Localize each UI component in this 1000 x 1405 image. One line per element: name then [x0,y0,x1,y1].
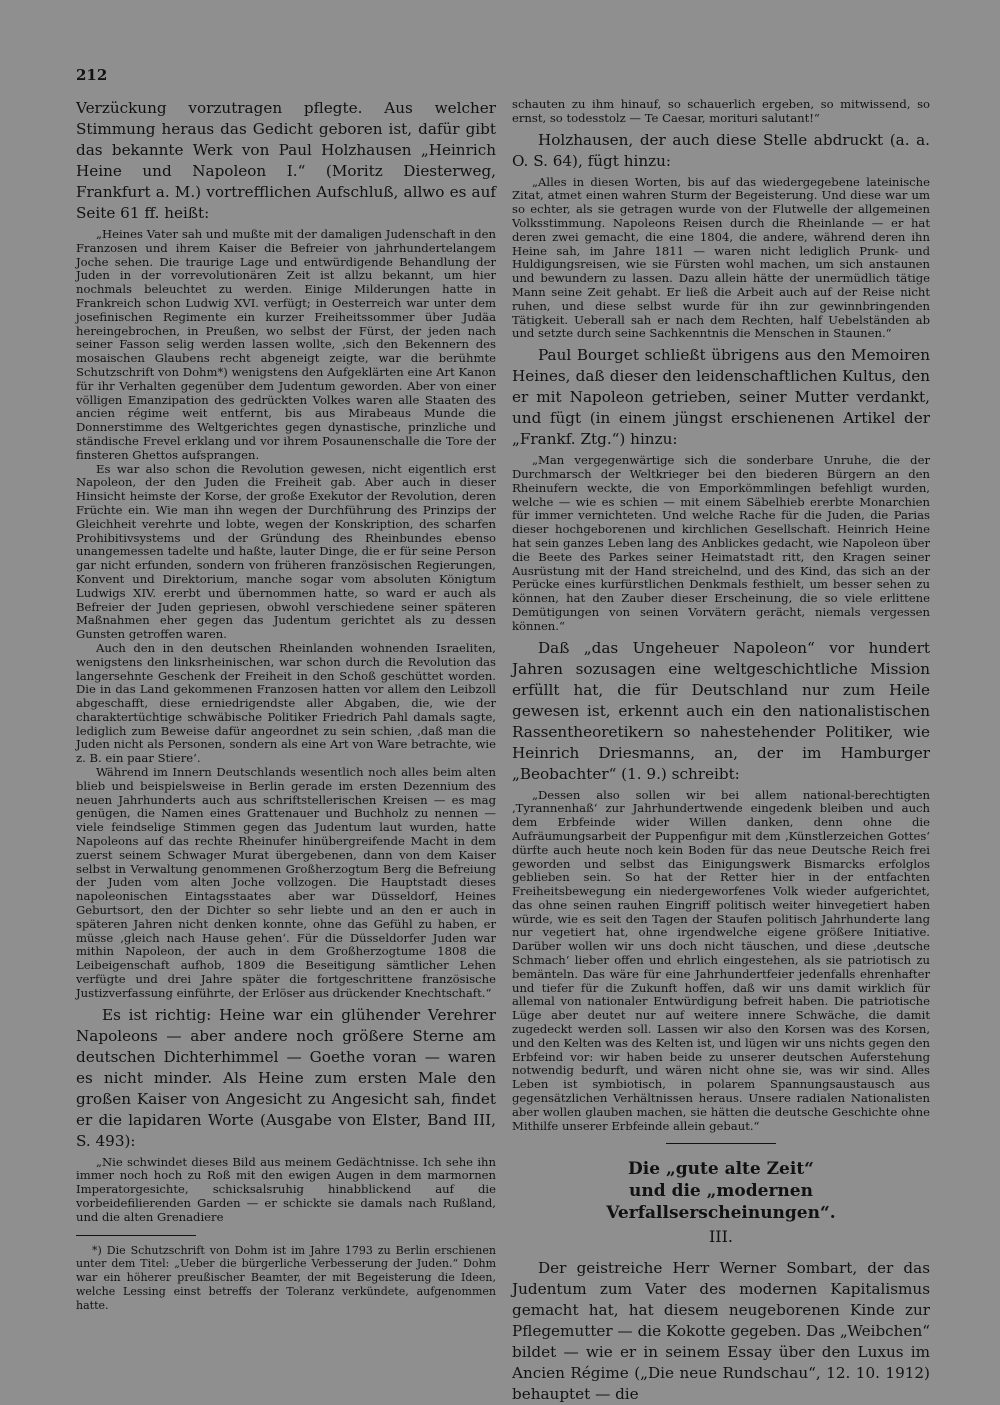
quote-paragraph: „Man vergegenwärtige sich die sonderbare Unruhe, die der Durchmarsch der Weltkrieger bei den biederen Bürgern an den Rheinufern weckte, die von Emporkömmlingen befehligt wurden, welche — wie es schien — mit einem Säbelhieb ererbte Monarchien für immer vernichteten. Und welche Rache für die Juden, die Parias dieser hochgeborenen und kirchlichen Gesellschaft. Heinrich Heine hat sein ganzes Leben lang des Anblickes gedacht, wie Napoleon über die Beete des Parkes seiner Heimatstadt ritt, den Kragen seiner Ausrüstung mit der Hand streichelnd, und des Kind, das sich an der Perücke eines kurfürstlichen Denkmals festhielt, um besser sehen zu können, hat den Zauber dieser Erscheinung, die so viele erlittene Demütigungen von seinen Vorvätern gerächt, niemals vergessen können.“ [512,453,930,633]
page-number: 212 [76,66,108,84]
quote-paragraph: „Dessen also sollen wir bei allem national-berechtigten ‚Tyrannenhaß‘ zur Jahrhundertwende eingedenk bleiben und auch dem Erbfeinde wider Willen danken, denn ohne die Aufräumungsarbeit der Puppenfigur mit dem ‚Künstlerzeichen Gottes‘ dürfte auch heute noch kein Boden für das neue Deutsche Reich frei geworden und selbst das Einigungswerk Bismarcks erfolglos geblieben sein. So hat der Retter hier in der entfachten Freiheitsbewegung ein niedergeworfenes Volk wieder aufgerichtet, das ohne seinen rauhen Eingriff politisch weiter hinvegetiert haben würde, wie es seit den Tagen der Staufen politisch Jahrhunderte lang nur vegetiert hat, ohne irgendwelche eigene größere Initiative. Darüber wollen wir uns doch nicht täuschen, und diese ‚deutsche Schmach‘ lieber offen und ehrlich eingestehen, als sie patriotisch zu bemänteln. Das wäre für eine Jahrhundertfeier jedenfalls ehrenhafter und tiefer für die Zukunft hoffen, daß wir uns damit wirklich für allemal von nationaler Entwürdigung befreit haben. Die patriotische Lüge aber deutet nur auf weitere innere Schwäche, die damit zugedeckt werden soll. Lassen wir also den Korsen was des Korsen, und den Kelten was des Kelten ist, und lügen wir uns nichts gegen den Erbfeind vor: wir haben beide zu unserer deutschen Auferstehung notwendig bedurft, und wären nicht ohne sie, was wir sind. Alles Leben ist symbiotisch, in polarem Spannungsaustausch aus gegensätzlichen Verhältnissen heraus. Unsere radialen Nationalisten aber wollen glauben machen, sie hätten die deutsche Geschichte ohne Mithilfe unserer Erbfeinde allein gebaut.“ [512,787,930,1133]
quote-paragraph: schauten zu ihm hinauf, so schauerlich ergeben, so mitwissend, so ernst, so todesstolz — Te Caesar, morituri salutant!“ [512,97,930,125]
section-title: Die „gute alte Zeit“ [628,1159,814,1180]
section-title-line2: und die „modernen Verfallserscheinungen“. [606,1181,836,1224]
quote-paragraph: Es war also schon die Revolution gewesen, nicht eigentlich erst Napoleon, der den Juden die Freiheit gab. Aber auch in dieser Hinsicht heimste der Korse, der große Exekutor der Revolution, deren Früchte ein. Wie man ihn wegen der Durchführung des Prinzips der Gleichheit verehrte und lobte, wegen der Konskription, des scharfen Prohibitivsystems und der Gründung des Rheinbundes ebenso unangemessen tadelte und haßte, lauter Dinge, die er für seine Person gar nicht erfunden, sondern von früheren französischen Regierungen, Konvent und Direktorium, manche sogar vom absoluten Königtum Ludwigs XIV. ererbt und übernommen hatte, so ward er auch als Befreier der Juden gepriesen, obwohl verschiedene seiner späteren Maßnahmen eher gegen das Judentum gerichtet als zu dessen Gunsten getroffen waren. [76,461,496,642]
quote-paragraph: Auch den in den deutschen Rheinlanden wohnenden Israeliten, wenigstens den linksrheinischen, war schon durch die Revolution das langersehnte Geschenk der Freiheit in den Schoß geschüttet worden. Die in das Land gekommenen Franzosen hatten vor allem den Leibzoll abgeschafft, diese erniedrigendste aller Abgaben, die, wie der charaktertüchtige schwäbische Politiker Friedrich Pahl damals sagte, lediglich zum Beweise dafür angeordnet zu sein schien, ‚daß man die Juden nicht als Personen, sondern als eine Art von Ware betrachte, wie z. B. ein paar Stiere‘. [76,640,496,766]
paragraph: Holzhausen, der auch diese Stelle abdruckt (a. a. O. S. 64), fügt hinzu: [512,130,930,170]
paragraph: Verzückung vorzutragen pflegte. Aus welcher Stimmung heraus das Gedicht geboren ist, dafür gibt das bekannte Werk von Paul Holzhausen „Heinrich Heine und Napoleon I.“ (Moritz Diesterweg, Frankfurt a. M.) vortrefflichen Aufschluß, allwo es auf Seite 61 ff. heißt: [76,99,496,222]
paragraph: Der geistreiche Herr Werner Sombart, der das Judentum zum Vater des modernen Kapitalismus gemacht hat, hat diesem neugeborenen Kinde zur Pflegemutter — die Kokotte gegeben. Das „Weibchen“ bildet — wie er in seinem Essay über den Luxus im Ancien Régime („Die neue Rundschau“, 12. 10. 1912) behauptet — die [512,1259,930,1404]
right-column [512,98,930,1405]
footnote-divider [76,1235,196,1236]
paragraph: Es ist richtig: Heine war ein glühender Verehrer Napoleons — aber andere noch größere Sterne am deutschen Dichterhimmel — Goethe voran — waren es nicht minder. Als Heine zum ersten Male den großen Kaiser von Angesicht zu Angesicht sah, findet er die lapidaren Worte (Ausgabe von Elster, Band III, S. 493): [76,1005,496,1150]
left-column [76,98,496,1313]
quote-paragraph: Während im Innern Deutschlands wesentlich noch alles beim alten blieb und beispielsweise in Berlin gerade im ersten Dezennium des neuen Jahrhunderts auch aus schriftstellerischen Kreisen — es mag genügen, die Namen eines Grattenauer und Buchholz zu nennen — viele feindselige Stimmen gegen das Judentum laut wurden, hatte Napoleons auf das rechte Rheinufer hinübergreifende Macht in dem zuerst seinem Schwager Murat übergebenen, dann von dem Kaiser selbst in Verwaltung genommenen Großherzogtum Berg die Befreiung der Juden vom alten Joche vollzogen. Die Hauptstadt dieses napoleonischen Eintagsstaates aber war Düsseldorf, Heines Geburtsort, den der Dichter so sehr liebte und an den er auch in späteren Jahren nicht denken konnte, ohne das Gefühl zu haben, er müsse ‚gleich nach Hause gehen‘. Für die Düsseldorfer Juden war mithin Napoleon, der auch in dem Großherzogtume 1808 die Leibeigenschaft aufhob, 1809 die Beseitigung sämtlicher Lehen verfügte und drei Jahre später die fortgeschrittene französische Justizverfassung einführte, der Erlöser aus drückender Knechtschaft.“ [76,765,496,1000]
quote-paragraph: „Alles in diesen Worten, bis auf das wiedergegebene lateinische Zitat, atmet einen wahren Sturm der Begeisterung. Und diese war um so echter, als sie getragen wurde von der Flutwelle der allgemeinen Volksstimmung. Napoleons Reisen durch die Rheinlande — er hat deren zwei gemacht, die eine 1804, die andere, während deren ihn Heine sah, im Jahre 1811 — waren nicht lediglich Prunk- und Huldigungsreisen, wie sie Fürsten wohl machen, um sich anstaunen und bewundern zu lassen. Dazu allein hätte der unermüdlich tätige Mann seine Zeit gehabt. Er ließ die Arbeit auch auf der Reise nicht ruhen, und diese selbst wurde für ihn zur gewinnbringenden Tätigkeit. Ueberall sah er nach dem Rechten, half Uebelständen ab und setzte durch seine Sachkenntnis die Menschen in Staunen.“ [512,174,930,341]
section-divider [666,1143,776,1144]
paragraph: Daß „das Ungeheuer Napoleon“ vor hundert Jahren sozusagen eine weltgeschichtliche Mission erfüllt hat, die für Deutschland nur zum Heile gewesen ist, erkennt auch ein den nationalistischen Rassentheoretikern so nahestehender Politiker, wie Heinrich Driesmanns, an, der im Hamburger „Beobachter“ (1. 9.) schreibt: [512,638,930,783]
footnote: *) Die Schutzschrift von Dohm ist im Jahre 1793 zu Berlin erschienen unter dem Titel: „Ueber die bürgerliche Verbesserung der Juden.“ Dohm war ein höherer preußischer Beamter, der mit Begeisterung die Ideen, welche Lessing einst betreffs der Toleranz verkündete, aufgenommen hatte. [76,1243,496,1312]
quote-paragraph: „Heines Vater sah und mußte mit der damaligen Judenschaft in den Franzosen und ihrem Kaiser die Befreier von jahrhundertelangem Joche sehen. Die traurige Lage und entwürdigende Behandlung der Juden in der vorrevolutionären Zeit ist allzu bekannt, um hier nochmals beleuchtet zu werden. Einige Milderungen hatte in Frankreich schon Ludwig XVI. verfügt; in Oesterreich war unter dem josefinischen Regimente ein kurzer Freiheitssommer über Judäa hereingebrochen, in Preußen, wo selbst der Fürst, der jeden nach seiner Fasson selig werden lassen wollte, ‚sich den Bekennern des mosaischen Glaubens recht abgeneigt zeigte, war die berühmte Schutzschrift von Dohm*) wenigstens den Aufgeklärten eine Art Kanon für ihr Verhalten gegenüber dem Judentum geworden. Aber von einer völligen Emanzipation des gedrückten Volkes waren alle Staaten des ancien régime weit entfernt, bis aus Mirabeaus Munde die Donnerstimme des Weltgerichtes gegen dynastische, prinzliche und ständische Frevel erklang und vor ihrem Posaunenschalle die Tore der finsteren Ghettos aufsprangen. [76,227,496,462]
quote-paragraph: „Nie schwindet dieses Bild aus meinem Gedächtnisse. Ich sehe ihn immer noch hoch zu Roß mit den ewigen Augen in dem marmornen Imperatorgesichte, schicksalsruhig hinabblickend auf die vorbeidefilierenden Garden — er schickte sie damals nach Rußland, und die alten Grenadiere [76,1154,496,1224]
paragraph: Paul Bourget schließt übrigens aus den Memoiren Heines, daß dieser den leidenschaftlichen Kultus, den er mit Napoleon getrieben, seiner Mutter verdankt, und fügt (in einem jüngst erschienenen Artikel der „Frankf. Ztg.“) hinzu: [512,346,930,449]
section-number: III. [708,1227,734,1247]
